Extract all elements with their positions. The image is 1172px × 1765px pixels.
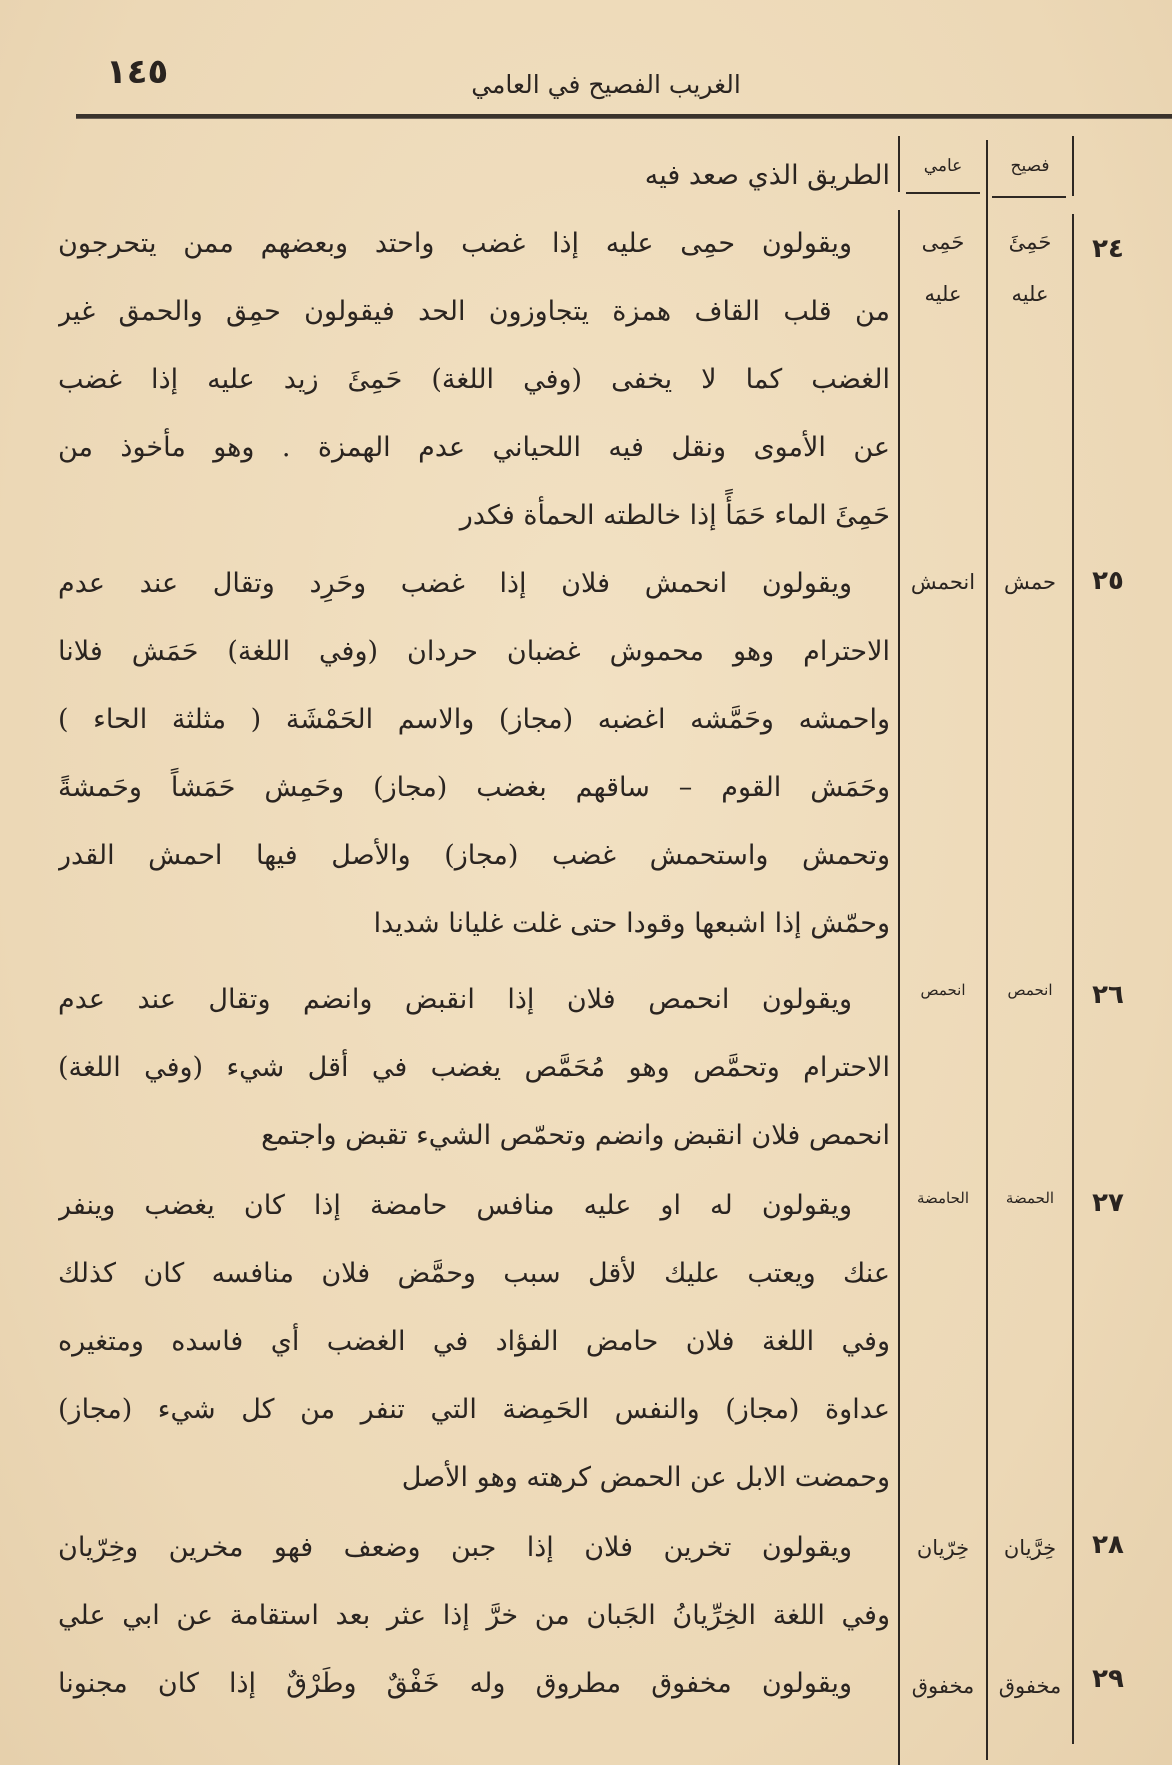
text-line: ويقولون انحمص فلان إذا انقبض وانضم وتقال عند عدم [58, 984, 852, 1015]
page-number: ١٤٥ [106, 52, 169, 92]
text-line: الغضب كما لا يخفى (وفي اللغة) حَمِئَ زيد عليه إذا غضب [58, 364, 890, 395]
text-line: عداوة (مجاز) والنفس الحَمِضة التي تنفر من كل شيء (مجاز) [58, 1394, 890, 1425]
text-line: وحمضت الابل عن الحمض كرهته وهو الأصل [401, 1462, 890, 1493]
entry-ammi-term [900, 216, 986, 320]
column-header-ammi: عامي [923, 156, 963, 176]
term-line: انحمش [910, 570, 976, 594]
entry-fasih-term [987, 216, 1073, 320]
column-rule-outer [1072, 136, 1074, 196]
term-line: الحمضة [1005, 1189, 1055, 1207]
entry-number: ٢٥ [1092, 566, 1124, 596]
text-line: انحمص فلان انقبض وانضم وتحمّص الشيء تقبض واجتمع [261, 1120, 890, 1151]
entry-ammi-term [900, 1172, 986, 1224]
text-line: ويقولون له او عليه منافس حامضة إذا كان يغضب وينفر [58, 1190, 852, 1221]
text-line: وحَمَش القوم – ساقهم بغضب (مجاز) وحَمِش حَمَشاً وحَمشةً [58, 772, 890, 803]
entry-explanation [58, 550, 890, 958]
text-line: عن الأموى ونقل فيه اللحياني عدم الهمزة . وهو مأخوذ من [58, 432, 890, 463]
term-line: انحمص [920, 981, 966, 999]
entry-explanation [58, 1172, 890, 1512]
term-line: عليه [1011, 282, 1049, 306]
column-rule-ammi-text [898, 136, 900, 192]
text-line: الاحترام وهو محموش غضبان حردان (وفي اللغة) حَمَش فلانا [58, 636, 890, 667]
entry-number: ٢٧ [1092, 1188, 1124, 1218]
column-header-underline [906, 192, 980, 194]
column-header-fasih: فصيح [1010, 156, 1050, 176]
running-title: الغريب الفصيح في العامي [471, 70, 741, 99]
text-line: من قلب القاف همزة يتجاوزون الحد فيقولون حمِق والحمق غير [58, 296, 890, 327]
entry-explanation [58, 966, 890, 1170]
text-line: وفي اللغة الخِرِّيانُ الجَبان من خرَّ إذا عثر بعد استقامة عن ابي علي [58, 1600, 890, 1631]
entry-fasih-term [987, 1172, 1073, 1224]
entry-fasih-term [987, 1522, 1073, 1574]
term-line: مخفوق [998, 1674, 1062, 1698]
entry-explanation [58, 210, 890, 550]
entry-number: ٢٦ [1092, 980, 1124, 1010]
text-line: ويقولون مخفوق مطروق وله خَفْقٌ وطَرْقٌ إذا كان مجنونا [58, 1668, 852, 1699]
entry-ammi-term [900, 964, 986, 1016]
term-line: انحمص [1007, 981, 1053, 999]
entry-number: ٢٨ [1092, 1530, 1124, 1560]
entry-number: ٢٩ [1092, 1664, 1124, 1694]
entry-explanation [58, 1514, 890, 1650]
entry-explanation [58, 1650, 890, 1718]
entry-fasih-term [987, 964, 1073, 1016]
entry-ammi-term [900, 556, 986, 608]
text-line: عنك ويعتب عليك لأقل سبب وحمَّض فلان منافسه كان كذلك [58, 1258, 890, 1289]
text-line: الطريق الذي صعد فيه [644, 160, 890, 191]
entry-ammi-term [900, 1522, 986, 1574]
column-rule-fasih-ammi [986, 140, 988, 1760]
text-line: واحمشه وحَمَّشه اغضبه (مجاز) والاسم الحَمْشَة ( مثلثة الحاء ) [58, 704, 890, 735]
term-line: حَمِئَ [1008, 230, 1052, 254]
column-header-underline [992, 196, 1066, 198]
header-rule [76, 114, 1172, 119]
term-line: خِرَّيان [1003, 1536, 1057, 1560]
entry-ammi-term [900, 1660, 986, 1712]
entry-fasih-term [987, 556, 1073, 608]
entry-number: ٢٤ [1092, 234, 1124, 264]
text-line: وفي اللغة فلان حامض الفؤاد في الغضب أي فاسده ومتغيره [58, 1326, 890, 1357]
term-line: حَمِى [921, 230, 965, 254]
text-line: ويقولون تخرين فلان إذا جبن وضعف فهو مخرين وخِرّيان [58, 1532, 852, 1563]
continued-text [58, 142, 890, 210]
text-line: وتحمش واستحمش غضب (مجاز) والأصل فيها احمش القدر [58, 840, 890, 871]
text-line: وحمّش إذا اشبعها وقودا حتى غلت غليانا شديدا [373, 908, 890, 939]
term-line: حمش [1004, 570, 1056, 594]
term-line: مخفوق [911, 1674, 975, 1698]
text-line: الاحترام وتحمَّص وهو مُحَمَّص يغضب في أقل شيء (وفي اللغة) [58, 1052, 890, 1083]
entry-fasih-term [987, 1660, 1073, 1712]
term-line: خِرّيان [916, 1536, 970, 1560]
text-line: ويقولون انحمش فلان إذا غضب وحَرِد وتقال عند عدم [58, 568, 852, 599]
term-line: عليه [924, 282, 962, 306]
term-line: الحامضة [916, 1189, 970, 1207]
text-line: حَمِئَ الماء حَمَأً إذا خالطته الحمأة فكدر [459, 500, 890, 531]
text-line: ويقولون حمِى عليه إذا غضب واحتد وبعضهم ممن يتحرجون [58, 228, 852, 259]
